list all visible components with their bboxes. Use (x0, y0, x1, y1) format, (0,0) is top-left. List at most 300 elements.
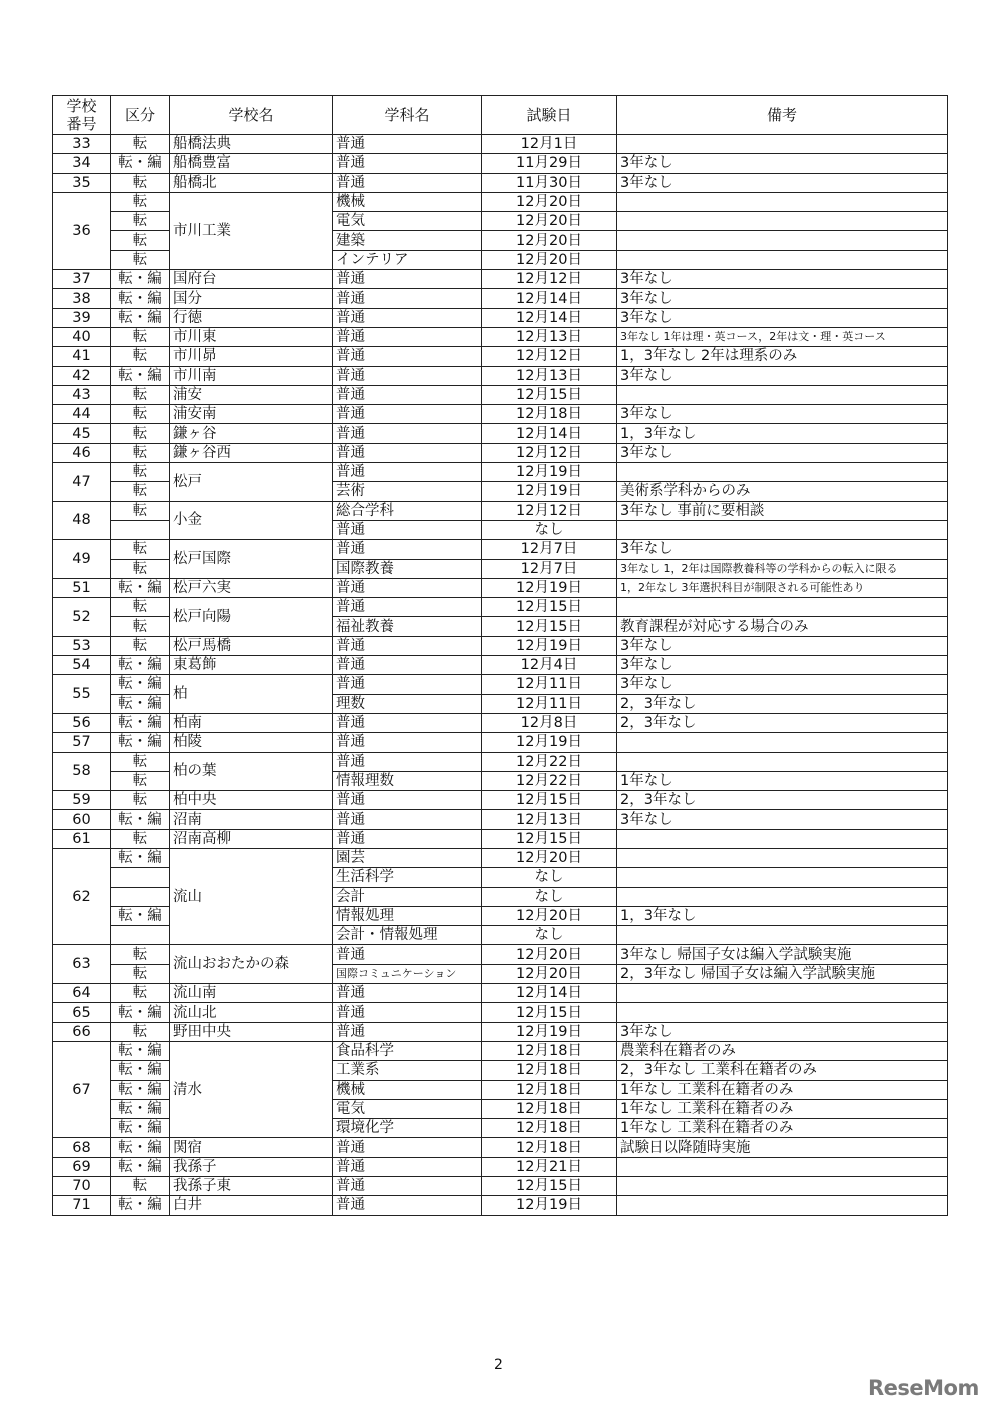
school-number-cell: 33 (53, 135, 111, 154)
category-cell: 転 (111, 405, 170, 424)
school-name-cell: 流山 (170, 848, 333, 944)
notes-cell: 3年なし 事前に要相談 (617, 501, 948, 520)
exam-date-cell: 12月20日 (482, 906, 617, 925)
school-number-cell: 65 (53, 1003, 111, 1022)
school-name-cell: 柏陵 (170, 733, 333, 752)
exam-date-cell: 12月20日 (482, 250, 617, 269)
exam-date-cell: 12月20日 (482, 212, 617, 231)
category-cell: 転 (111, 829, 170, 848)
category-cell: 転 (111, 964, 170, 983)
table-row (53, 540, 948, 559)
school-name-cell: 柏中央 (170, 791, 333, 810)
department-cell: 普通 (333, 289, 482, 308)
category-cell: 転 (111, 617, 170, 636)
department-cell: 普通 (333, 1003, 482, 1022)
exam-date-cell: なし (482, 868, 617, 887)
table-row (53, 636, 948, 655)
school-name-cell: 松戸向陽 (170, 598, 333, 637)
notes-cell: 3年なし (617, 1022, 948, 1041)
school-name-cell: 小金 (170, 501, 333, 540)
department-cell: 総合学科 (333, 501, 482, 520)
school-number-cell: 35 (53, 173, 111, 192)
table-row (53, 347, 948, 366)
department-cell: 園芸 (333, 848, 482, 867)
category-cell: 転 (111, 212, 170, 231)
school-name-cell: 清水 (170, 1041, 333, 1137)
notes-cell: 農業科在籍者のみ (617, 1041, 948, 1060)
school-number-cell: 46 (53, 443, 111, 462)
notes-cell: 3年なし (617, 154, 948, 173)
notes-cell (617, 463, 948, 482)
notes-cell (617, 984, 948, 1003)
school-number-cell: 54 (53, 656, 111, 675)
notes-cell (617, 1003, 948, 1022)
category-cell: 転・編 (111, 694, 170, 713)
notes-cell: 1年なし (617, 771, 948, 790)
department-cell: 普通 (333, 327, 482, 346)
category-cell: 転・編 (111, 578, 170, 597)
notes-cell (617, 598, 948, 617)
category-cell: 転・編 (111, 1196, 170, 1215)
notes-cell (617, 868, 948, 887)
category-cell: 転・編 (111, 366, 170, 385)
category-cell: 転 (111, 540, 170, 559)
notes-cell (617, 848, 948, 867)
exam-date-cell: 12月19日 (482, 482, 617, 501)
exam-date-cell: 12月12日 (482, 270, 617, 289)
notes-cell (617, 733, 948, 752)
exam-date-cell: 12月18日 (482, 1080, 617, 1099)
table-row (53, 578, 948, 597)
exam-date-cell: 12月19日 (482, 1022, 617, 1041)
exam-date-cell: 12月20日 (482, 231, 617, 250)
department-cell: 普通 (333, 347, 482, 366)
exam-date-cell: 12月19日 (482, 578, 617, 597)
department-cell: 普通 (333, 675, 482, 694)
category-cell: 転 (111, 231, 170, 250)
exam-date-cell: 12月20日 (482, 192, 617, 211)
category-cell: 転・編 (111, 1041, 170, 1060)
department-cell: 普通 (333, 578, 482, 597)
header-notes: 備考 (617, 96, 948, 135)
exam-date-cell: 12月21日 (482, 1157, 617, 1176)
category-cell (111, 926, 170, 945)
notes-cell: 1，3年なし (617, 906, 948, 925)
notes-cell: 3年なし (617, 366, 948, 385)
notes-cell: 2，3年なし (617, 713, 948, 732)
school-number-cell: 71 (53, 1196, 111, 1215)
department-cell: 機械 (333, 1080, 482, 1099)
table-row (53, 424, 948, 443)
department-cell: 普通 (333, 366, 482, 385)
school-name-cell: 柏の葉 (170, 752, 333, 791)
notes-cell (617, 250, 948, 269)
category-cell: 転 (111, 250, 170, 269)
table-row (53, 598, 948, 617)
exam-date-cell: 12月12日 (482, 501, 617, 520)
department-cell: 普通 (333, 1177, 482, 1196)
school-name-cell: 沼南 (170, 810, 333, 829)
exam-date-cell: なし (482, 887, 617, 906)
notes-cell (617, 192, 948, 211)
notes-cell: 3年なし 1年は理・英コース，2年は文・理・英コース (617, 327, 948, 346)
school-name-cell: 市川昴 (170, 347, 333, 366)
exam-date-cell: 12月14日 (482, 289, 617, 308)
department-cell: 普通 (333, 154, 482, 173)
exam-date-cell: 12月20日 (482, 848, 617, 867)
department-cell: インテリア (333, 250, 482, 269)
table-row (53, 1003, 948, 1022)
exam-date-cell: 12月14日 (482, 424, 617, 443)
notes-cell (617, 1157, 948, 1176)
department-cell: 普通 (333, 656, 482, 675)
table-row (53, 154, 948, 173)
exam-date-cell: 12月13日 (482, 366, 617, 385)
department-cell: 普通 (333, 135, 482, 154)
school-name-cell: 白井 (170, 1196, 333, 1215)
school-name-cell: 流山おおたかの森 (170, 945, 333, 984)
table-row (53, 848, 948, 867)
notes-cell: 教育課程が対応する場合のみ (617, 617, 948, 636)
department-cell: 普通 (333, 791, 482, 810)
department-cell: 普通 (333, 945, 482, 964)
notes-cell (617, 385, 948, 404)
department-cell: 普通 (333, 810, 482, 829)
exam-date-cell: 12月14日 (482, 984, 617, 1003)
notes-cell: 3年なし (617, 443, 948, 462)
category-cell (111, 868, 170, 887)
table-row (53, 945, 948, 964)
school-name-cell: 船橋北 (170, 173, 333, 192)
department-cell: 福祉教養 (333, 617, 482, 636)
department-cell: 工業系 (333, 1061, 482, 1080)
school-name-cell: 松戸六実 (170, 578, 333, 597)
department-cell: 普通 (333, 308, 482, 327)
category-cell: 転・編 (111, 1003, 170, 1022)
notes-cell: 美術系学科からのみ (617, 482, 948, 501)
category-cell: 転・編 (111, 675, 170, 694)
category-cell: 転・編 (111, 270, 170, 289)
notes-cell: 1年なし 工業科在籍者のみ (617, 1080, 948, 1099)
notes-cell: 2，3年なし 工業科在籍者のみ (617, 1061, 948, 1080)
table-row (53, 984, 948, 1003)
table-row (53, 289, 948, 308)
exam-date-cell: 12月13日 (482, 810, 617, 829)
table-row (53, 463, 948, 482)
school-number-cell: 52 (53, 598, 111, 637)
school-number-cell: 41 (53, 347, 111, 366)
department-cell: 普通 (333, 173, 482, 192)
header-exam-date: 試験日 (482, 96, 617, 135)
school-name-cell: 柏南 (170, 713, 333, 732)
table-row (53, 327, 948, 346)
school-number-cell: 34 (53, 154, 111, 173)
category-cell: 転 (111, 443, 170, 462)
category-cell (111, 887, 170, 906)
school-name-cell: 我孫子 (170, 1157, 333, 1176)
exam-date-cell: 12月19日 (482, 463, 617, 482)
school-number-cell: 37 (53, 270, 111, 289)
exam-date-cell: 12月11日 (482, 694, 617, 713)
category-cell: 転 (111, 347, 170, 366)
school-name-cell: 市川南 (170, 366, 333, 385)
exam-date-cell: 12月1日 (482, 135, 617, 154)
notes-cell: 1，3年なし 2年は理系のみ (617, 347, 948, 366)
table-row (53, 733, 948, 752)
notes-cell (617, 520, 948, 539)
school-name-cell: 松戸 (170, 463, 333, 502)
notes-cell: 3年なし 1，2年は国際教養科等の学科からの転入に限る (617, 559, 948, 578)
notes-cell: 3年なし (617, 656, 948, 675)
school-name-cell: 浦安 (170, 385, 333, 404)
department-cell: 普通 (333, 1196, 482, 1215)
table-header-row (53, 96, 948, 135)
exam-date-cell: 12月15日 (482, 617, 617, 636)
page-number: 2 (494, 1357, 503, 1373)
department-cell: 情報理数 (333, 771, 482, 790)
school-number-cell: 57 (53, 733, 111, 752)
category-cell: 転 (111, 559, 170, 578)
school-number-cell: 48 (53, 501, 111, 540)
exam-date-cell: 12月18日 (482, 1119, 617, 1138)
department-cell: 普通 (333, 1138, 482, 1157)
table-row (53, 1022, 948, 1041)
notes-cell (617, 829, 948, 848)
exam-date-cell: 12月18日 (482, 405, 617, 424)
exam-date-cell: 12月19日 (482, 733, 617, 752)
notes-cell: 3年なし (617, 308, 948, 327)
notes-cell: 3年なし (617, 540, 948, 559)
category-cell: 転・編 (111, 1119, 170, 1138)
header-category: 区分 (111, 96, 170, 135)
department-cell: 普通 (333, 424, 482, 443)
table-row (53, 829, 948, 848)
school-name-cell: 鎌ヶ谷西 (170, 443, 333, 462)
table-row (53, 366, 948, 385)
category-cell: 転・編 (111, 289, 170, 308)
school-name-cell: 柏 (170, 675, 333, 714)
exam-date-cell: 12月18日 (482, 1061, 617, 1080)
department-cell: 普通 (333, 752, 482, 771)
category-cell: 転・編 (111, 154, 170, 173)
school-number-cell: 49 (53, 540, 111, 579)
school-number-cell: 59 (53, 791, 111, 810)
department-cell: 普通 (333, 636, 482, 655)
table-row (53, 1157, 948, 1176)
category-cell: 転 (111, 501, 170, 520)
table-row (53, 308, 948, 327)
table-row (53, 1138, 948, 1157)
category-cell: 転 (111, 385, 170, 404)
exam-date-cell: 12月15日 (482, 598, 617, 617)
department-cell: 普通 (333, 443, 482, 462)
school-number-cell: 53 (53, 636, 111, 655)
category-cell: 転 (111, 984, 170, 1003)
school-number-cell: 43 (53, 385, 111, 404)
department-cell: 芸術 (333, 482, 482, 501)
school-number-cell: 68 (53, 1138, 111, 1157)
category-cell: 転・編 (111, 848, 170, 867)
school-name-cell: 国分 (170, 289, 333, 308)
notes-cell (617, 1177, 948, 1196)
school-number-cell: 44 (53, 405, 111, 424)
school-name-cell: 流山北 (170, 1003, 333, 1022)
category-cell: 転・編 (111, 733, 170, 752)
category-cell: 転・編 (111, 906, 170, 925)
category-cell: 転 (111, 135, 170, 154)
category-cell: 転・編 (111, 1099, 170, 1118)
exam-date-cell: 12月15日 (482, 1177, 617, 1196)
department-cell: 国際教養 (333, 559, 482, 578)
department-cell: 電気 (333, 212, 482, 231)
school-name-cell: 松戸国際 (170, 540, 333, 579)
notes-cell: 2，3年なし (617, 694, 948, 713)
table-row (53, 752, 948, 771)
school-number-cell: 60 (53, 810, 111, 829)
table-row (53, 791, 948, 810)
transfer-exam-table (52, 95, 948, 1216)
category-cell: 転 (111, 636, 170, 655)
school-name-cell: 沼南高柳 (170, 829, 333, 848)
notes-cell: 3年なし (617, 675, 948, 694)
school-name-cell: 船橋法典 (170, 135, 333, 154)
exam-date-cell: 12月15日 (482, 385, 617, 404)
exam-date-cell: 12月15日 (482, 791, 617, 810)
school-name-cell: 松戸馬橋 (170, 636, 333, 655)
category-cell: 転・編 (111, 713, 170, 732)
school-number-cell: 58 (53, 752, 111, 791)
exam-date-cell: 12月22日 (482, 771, 617, 790)
school-name-cell: 鎌ヶ谷 (170, 424, 333, 443)
department-cell: 普通 (333, 1022, 482, 1041)
department-cell: 会計 (333, 887, 482, 906)
notes-cell (617, 135, 948, 154)
table-row (53, 675, 948, 694)
category-cell: 転・編 (111, 810, 170, 829)
category-cell: 転 (111, 327, 170, 346)
category-cell: 転 (111, 771, 170, 790)
department-cell: 普通 (333, 1157, 482, 1176)
school-name-cell: 流山南 (170, 984, 333, 1003)
notes-cell (617, 231, 948, 250)
department-cell: 普通 (333, 385, 482, 404)
exam-date-cell: 12月19日 (482, 636, 617, 655)
category-cell: 転・編 (111, 308, 170, 327)
school-number-cell: 61 (53, 829, 111, 848)
notes-cell: 1，3年なし (617, 424, 948, 443)
category-cell: 転 (111, 192, 170, 211)
table-body (53, 135, 948, 1216)
school-number-cell: 67 (53, 1041, 111, 1137)
department-cell: 普通 (333, 540, 482, 559)
school-name-cell: 市川東 (170, 327, 333, 346)
category-cell (111, 520, 170, 539)
department-cell: 普通 (333, 405, 482, 424)
notes-cell: 試験日以降随時実施 (617, 1138, 948, 1157)
exam-date-cell: 12月15日 (482, 1003, 617, 1022)
exam-date-cell: 12月15日 (482, 829, 617, 848)
school-number-cell: 69 (53, 1157, 111, 1176)
exam-date-cell: 12月14日 (482, 308, 617, 327)
school-number-cell: 56 (53, 713, 111, 732)
department-cell: 普通 (333, 713, 482, 732)
table-row (53, 405, 948, 424)
table-row (53, 713, 948, 732)
school-number-cell: 51 (53, 578, 111, 597)
school-number-cell: 63 (53, 945, 111, 984)
school-name-cell: 船橋豊富 (170, 154, 333, 173)
school-number-cell: 36 (53, 192, 111, 269)
category-cell: 転 (111, 752, 170, 771)
school-number-cell: 42 (53, 366, 111, 385)
department-cell: 会計・情報処理 (333, 926, 482, 945)
exam-date-cell: 12月7日 (482, 540, 617, 559)
school-name-cell: 行徳 (170, 308, 333, 327)
exam-date-cell: 12月4日 (482, 656, 617, 675)
notes-cell: 3年なし 帰国子女は編入学試験実施 (617, 945, 948, 964)
category-cell: 転・編 (111, 1157, 170, 1176)
school-number-cell: 39 (53, 308, 111, 327)
header-school-name: 学校名 (170, 96, 333, 135)
department-cell: 普通 (333, 270, 482, 289)
notes-cell (617, 752, 948, 771)
table-row (53, 656, 948, 675)
header-school-number: 学校 番号 (53, 96, 111, 135)
school-name-cell: 野田中央 (170, 1022, 333, 1041)
category-cell: 転 (111, 598, 170, 617)
table-row (53, 173, 948, 192)
department-cell: 建築 (333, 231, 482, 250)
school-number-cell: 62 (53, 848, 111, 944)
school-number-cell: 70 (53, 1177, 111, 1196)
category-cell: 転 (111, 1177, 170, 1196)
notes-cell: 1年なし 工業科在籍者のみ (617, 1099, 948, 1118)
department-cell: 生活科学 (333, 868, 482, 887)
exam-date-cell: 12月13日 (482, 327, 617, 346)
department-cell: 普通 (333, 520, 482, 539)
department-cell: 環境化学 (333, 1119, 482, 1138)
school-number-cell: 40 (53, 327, 111, 346)
department-cell: 普通 (333, 733, 482, 752)
exam-date-cell: 12月22日 (482, 752, 617, 771)
table-row (53, 810, 948, 829)
category-cell: 転・編 (111, 1138, 170, 1157)
notes-cell: 3年なし (617, 405, 948, 424)
table-row (53, 270, 948, 289)
category-cell: 転 (111, 463, 170, 482)
exam-date-cell: 12月8日 (482, 713, 617, 732)
notes-cell: 3年なし (617, 173, 948, 192)
school-name-cell: 市川工業 (170, 192, 333, 269)
notes-cell: 3年なし (617, 810, 948, 829)
exam-date-cell: 11月29日 (482, 154, 617, 173)
exam-date-cell: 12月18日 (482, 1138, 617, 1157)
category-cell: 転 (111, 945, 170, 964)
school-number-cell: 47 (53, 463, 111, 502)
department-cell: 理数 (333, 694, 482, 713)
department-cell: 普通 (333, 598, 482, 617)
table-row (53, 385, 948, 404)
school-number-cell: 45 (53, 424, 111, 443)
category-cell: 転 (111, 424, 170, 443)
department-cell: 国際コミュニケーション (333, 964, 482, 983)
table-row (53, 1177, 948, 1196)
table-row (53, 501, 948, 520)
school-number-cell: 64 (53, 984, 111, 1003)
department-cell: 電気 (333, 1099, 482, 1118)
table-row (53, 1196, 948, 1215)
table-row (53, 192, 948, 211)
